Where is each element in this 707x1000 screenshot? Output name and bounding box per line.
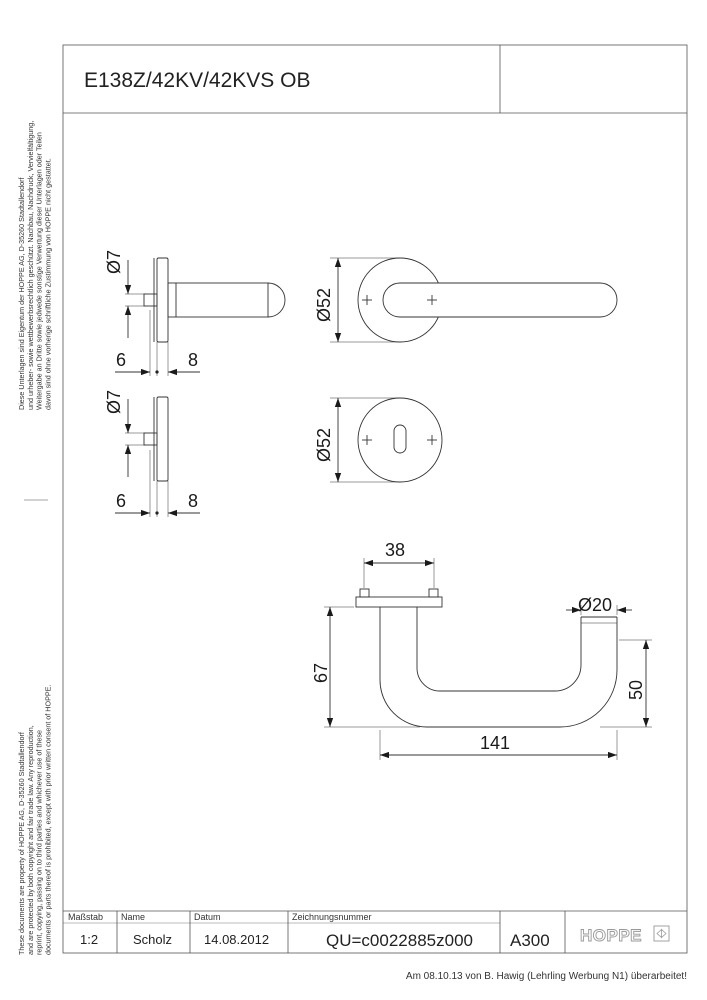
- svg-text:davon sind ohne vorherige schr: davon sind ohne vorherige schriftliche Zustimmung von HOPPE nicht gestattet.: [43, 158, 53, 410]
- rose-front-view: [330, 258, 617, 342]
- dim-escutcheon-diameter: Ø52: [314, 427, 334, 462]
- dim-lever-length-141: 141: [480, 733, 511, 753]
- scale-label: Maßstab: [68, 912, 104, 922]
- drawing-number-label: Zeichnungsnummer: [292, 912, 372, 922]
- lever-top-view: [324, 558, 652, 760]
- svg-text:and are protected by both copy: and are protected by both copyright and fair trade law. Any reproduction,: [25, 725, 35, 955]
- svg-text:Diese Unterlagen sind Eigentum: Diese Unterlagen sind Eigentum der HOPPE AG, D-35260 Stadtallendorf: [17, 177, 26, 410]
- dim-lever-rose-spacing-38: 38: [385, 540, 406, 560]
- revision-note: Am 08.10.13 von B. Hawig (Lehrling Werbung N1) überarbeitet!: [405, 971, 687, 982]
- dim-escutcheon-left-6: 6: [116, 491, 127, 511]
- svg-text:und urheber- sowie wettbewerbs: und urheber- sowie wettbewerbsrechtlich geschützt. Nachbau, Nachdruck, Vervielfältigung,: [25, 120, 35, 410]
- svg-text:documents or parts thereof is: documents or parts thereof is prohibited, except with prior written consent of HOPPE.: [43, 684, 53, 955]
- drawing-frame: [63, 45, 687, 953]
- sheet-format-value: A300: [510, 931, 550, 950]
- drawing-title: E138Z/42KV/42KVS OB: [84, 69, 311, 92]
- date-value: 14.08.2012: [204, 932, 270, 947]
- drawing-number-value: QU=c0022885z000: [326, 931, 473, 950]
- escutcheon-front-view: [330, 398, 442, 482]
- svg-text:HOPPE: HOPPE: [580, 926, 643, 945]
- dim-lever-height-50: 50: [626, 679, 646, 700]
- dim-escutcheon-pin-diameter: Ø7: [104, 389, 124, 414]
- dim-lever-height-67: 67: [311, 662, 331, 683]
- rose-side-view: [115, 258, 285, 376]
- date-label: Datum: [194, 912, 221, 922]
- svg-text:reprint, copying, passing on t: reprint, copying, passing on to third parties and whichever use of these: [34, 730, 44, 955]
- dim-lever-diameter-20: Ø20: [578, 595, 613, 615]
- copyright-text-de: [17, 121, 52, 410]
- dim-rose-left-6: 6: [116, 350, 127, 370]
- svg-text:Weitergabe an Dritte sowie jed: Weitergabe an Dritte sowie jedwede sonstige Verwertung dieser Unterlagen oder Teilen: [34, 132, 44, 410]
- name-value: Scholz: [133, 932, 173, 947]
- scale-value: 1:2: [80, 932, 99, 947]
- svg-text:These documents are property o: These documents are property of HOPPE AG, D-35260 Stadtallendorf: [17, 732, 26, 955]
- dim-rose-diameter: Ø52: [314, 287, 334, 322]
- name-label: Name: [121, 912, 146, 922]
- dim-rose-right-8: 8: [188, 350, 199, 370]
- hoppe-logo: [580, 926, 669, 945]
- dim-rose-pin-diameter: Ø7: [104, 249, 124, 274]
- copyright-text-en: [17, 685, 52, 955]
- dim-escutcheon-right-8: 8: [188, 491, 199, 511]
